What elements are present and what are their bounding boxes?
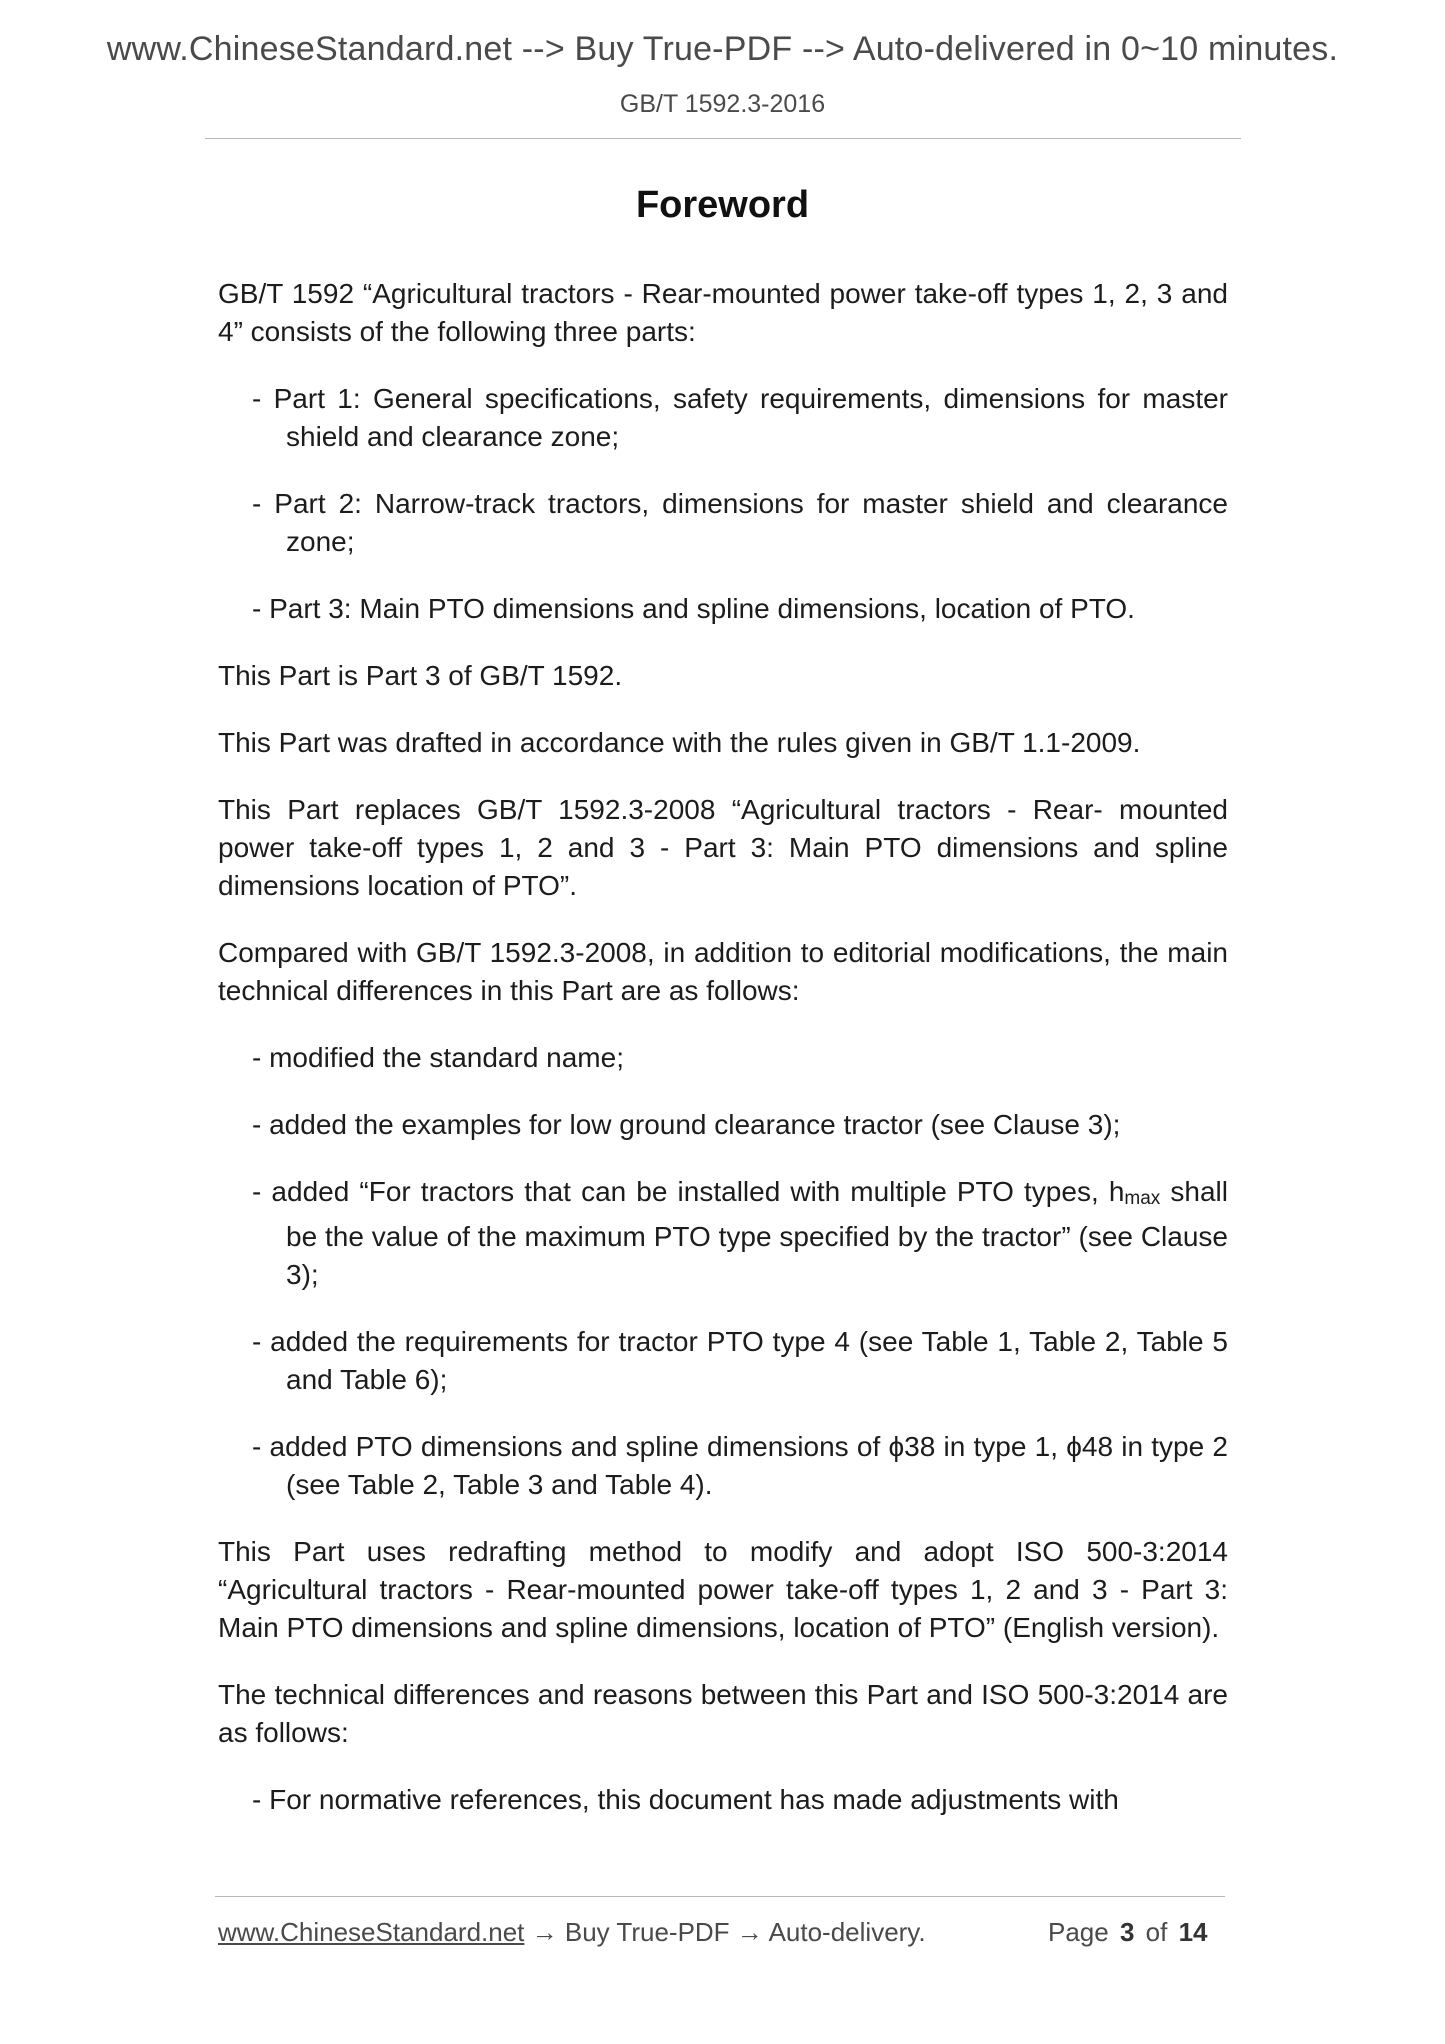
total-pages: 14 <box>1178 1917 1208 1947</box>
list-item-diff-1: - modified the standard name; <box>252 1042 624 1073</box>
paragraph-compared: Compared with GB/T 1592.3-2008, in addition to editorial modifications, the main technical differences in this Part are as follows: <box>218 937 1228 1006</box>
header-divider <box>205 138 1241 139</box>
paragraph-this-part: This Part is Part 3 of GB/T 1592. <box>218 660 623 691</box>
footer-website-link[interactable]: www.ChineseStandard.net <box>218 1917 525 1947</box>
paragraph-technical-differences: The technical differences and reasons between this Part and ISO 500-3:2014 are as follows: <box>218 1679 1228 1748</box>
diff-3-text-start: - added “For tractors that can be installed with multiple PTO types, h <box>252 1176 1125 1207</box>
list-item-diff-5: - added PTO dimensions and spline dimensions of ϕ38 in type 1, ϕ48 in type 2 (see Table 2, Table 3 and Table 4). <box>252 1431 1228 1500</box>
diff-3-text-end: shall be the value of the maximum PTO type specified by the tractor” (see Clause 3); <box>286 1176 1228 1290</box>
header-banner: www.ChineseStandard.net --> Buy True-PDF --> Auto-delivered in 0~10 minutes. <box>106 30 1339 68</box>
standard-code: GB/T 1592.3-2016 <box>619 90 826 118</box>
page-title: Foreword <box>635 184 810 226</box>
footer-divider <box>215 1896 1225 1897</box>
hmax-subscript: max <box>1124 1188 1161 1209</box>
list-item-diff-3 <box>252 1173 1228 1294</box>
footer-promo <box>218 1917 926 1948</box>
page-label: Page <box>1048 1917 1109 1947</box>
list-item-diff-2: - added the examples for low ground clearance tractor (see Clause 3); <box>252 1109 1121 1140</box>
list-item-normative: - For normative references, this document has made adjustments with <box>252 1784 1119 1815</box>
paragraph-drafted: This Part was drafted in accordance with the rules given in GB/T 1.1-2009. <box>218 727 1141 758</box>
page-indicator <box>1048 1917 1208 1948</box>
list-item-part-2: - Part 2: Narrow-track tractors, dimensions for master shield and clearance zone; <box>252 488 1228 557</box>
paragraph-replaces: This Part replaces GB/T 1592.3-2008 “Agricultural tractors - Rear- mounted power take-off types 1, 2 and 3 - Part 3: Main PTO dimensions and spline dimensions location of PTO”. <box>218 794 1228 901</box>
list-item-part-1: - Part 1: General specifications, safety requirements, dimensions for master shield and clearance zone; <box>252 383 1228 452</box>
list-item-part-3: - Part 3: Main PTO dimensions and spline dimensions, location of PTO. <box>252 593 1135 624</box>
page-of-label: of <box>1145 1917 1168 1947</box>
footer-tagline: → Buy True-PDF → Auto-delivery. <box>524 1917 926 1947</box>
document-body <box>218 275 1228 1819</box>
paragraph-intro: GB/T 1592 “Agricultural tractors - Rear-mounted power take-off types 1, 2, 3 and 4” consists of the following three parts: <box>218 278 1228 347</box>
current-page-number: 3 <box>1119 1917 1135 1947</box>
list-item-diff-4: - added the requirements for tractor PTO type 4 (see Table 1, Table 2, Table 5 and Table 6); <box>252 1326 1228 1395</box>
paragraph-iso: This Part uses redrafting method to modify and adopt ISO 500-3:2014 “Agricultural tractors - Rear-mounted power take-off types 1, 2 and 3 - Part 3: Main PTO dimensions and spline dimensions, location of PTO” (English version). <box>218 1536 1228 1643</box>
